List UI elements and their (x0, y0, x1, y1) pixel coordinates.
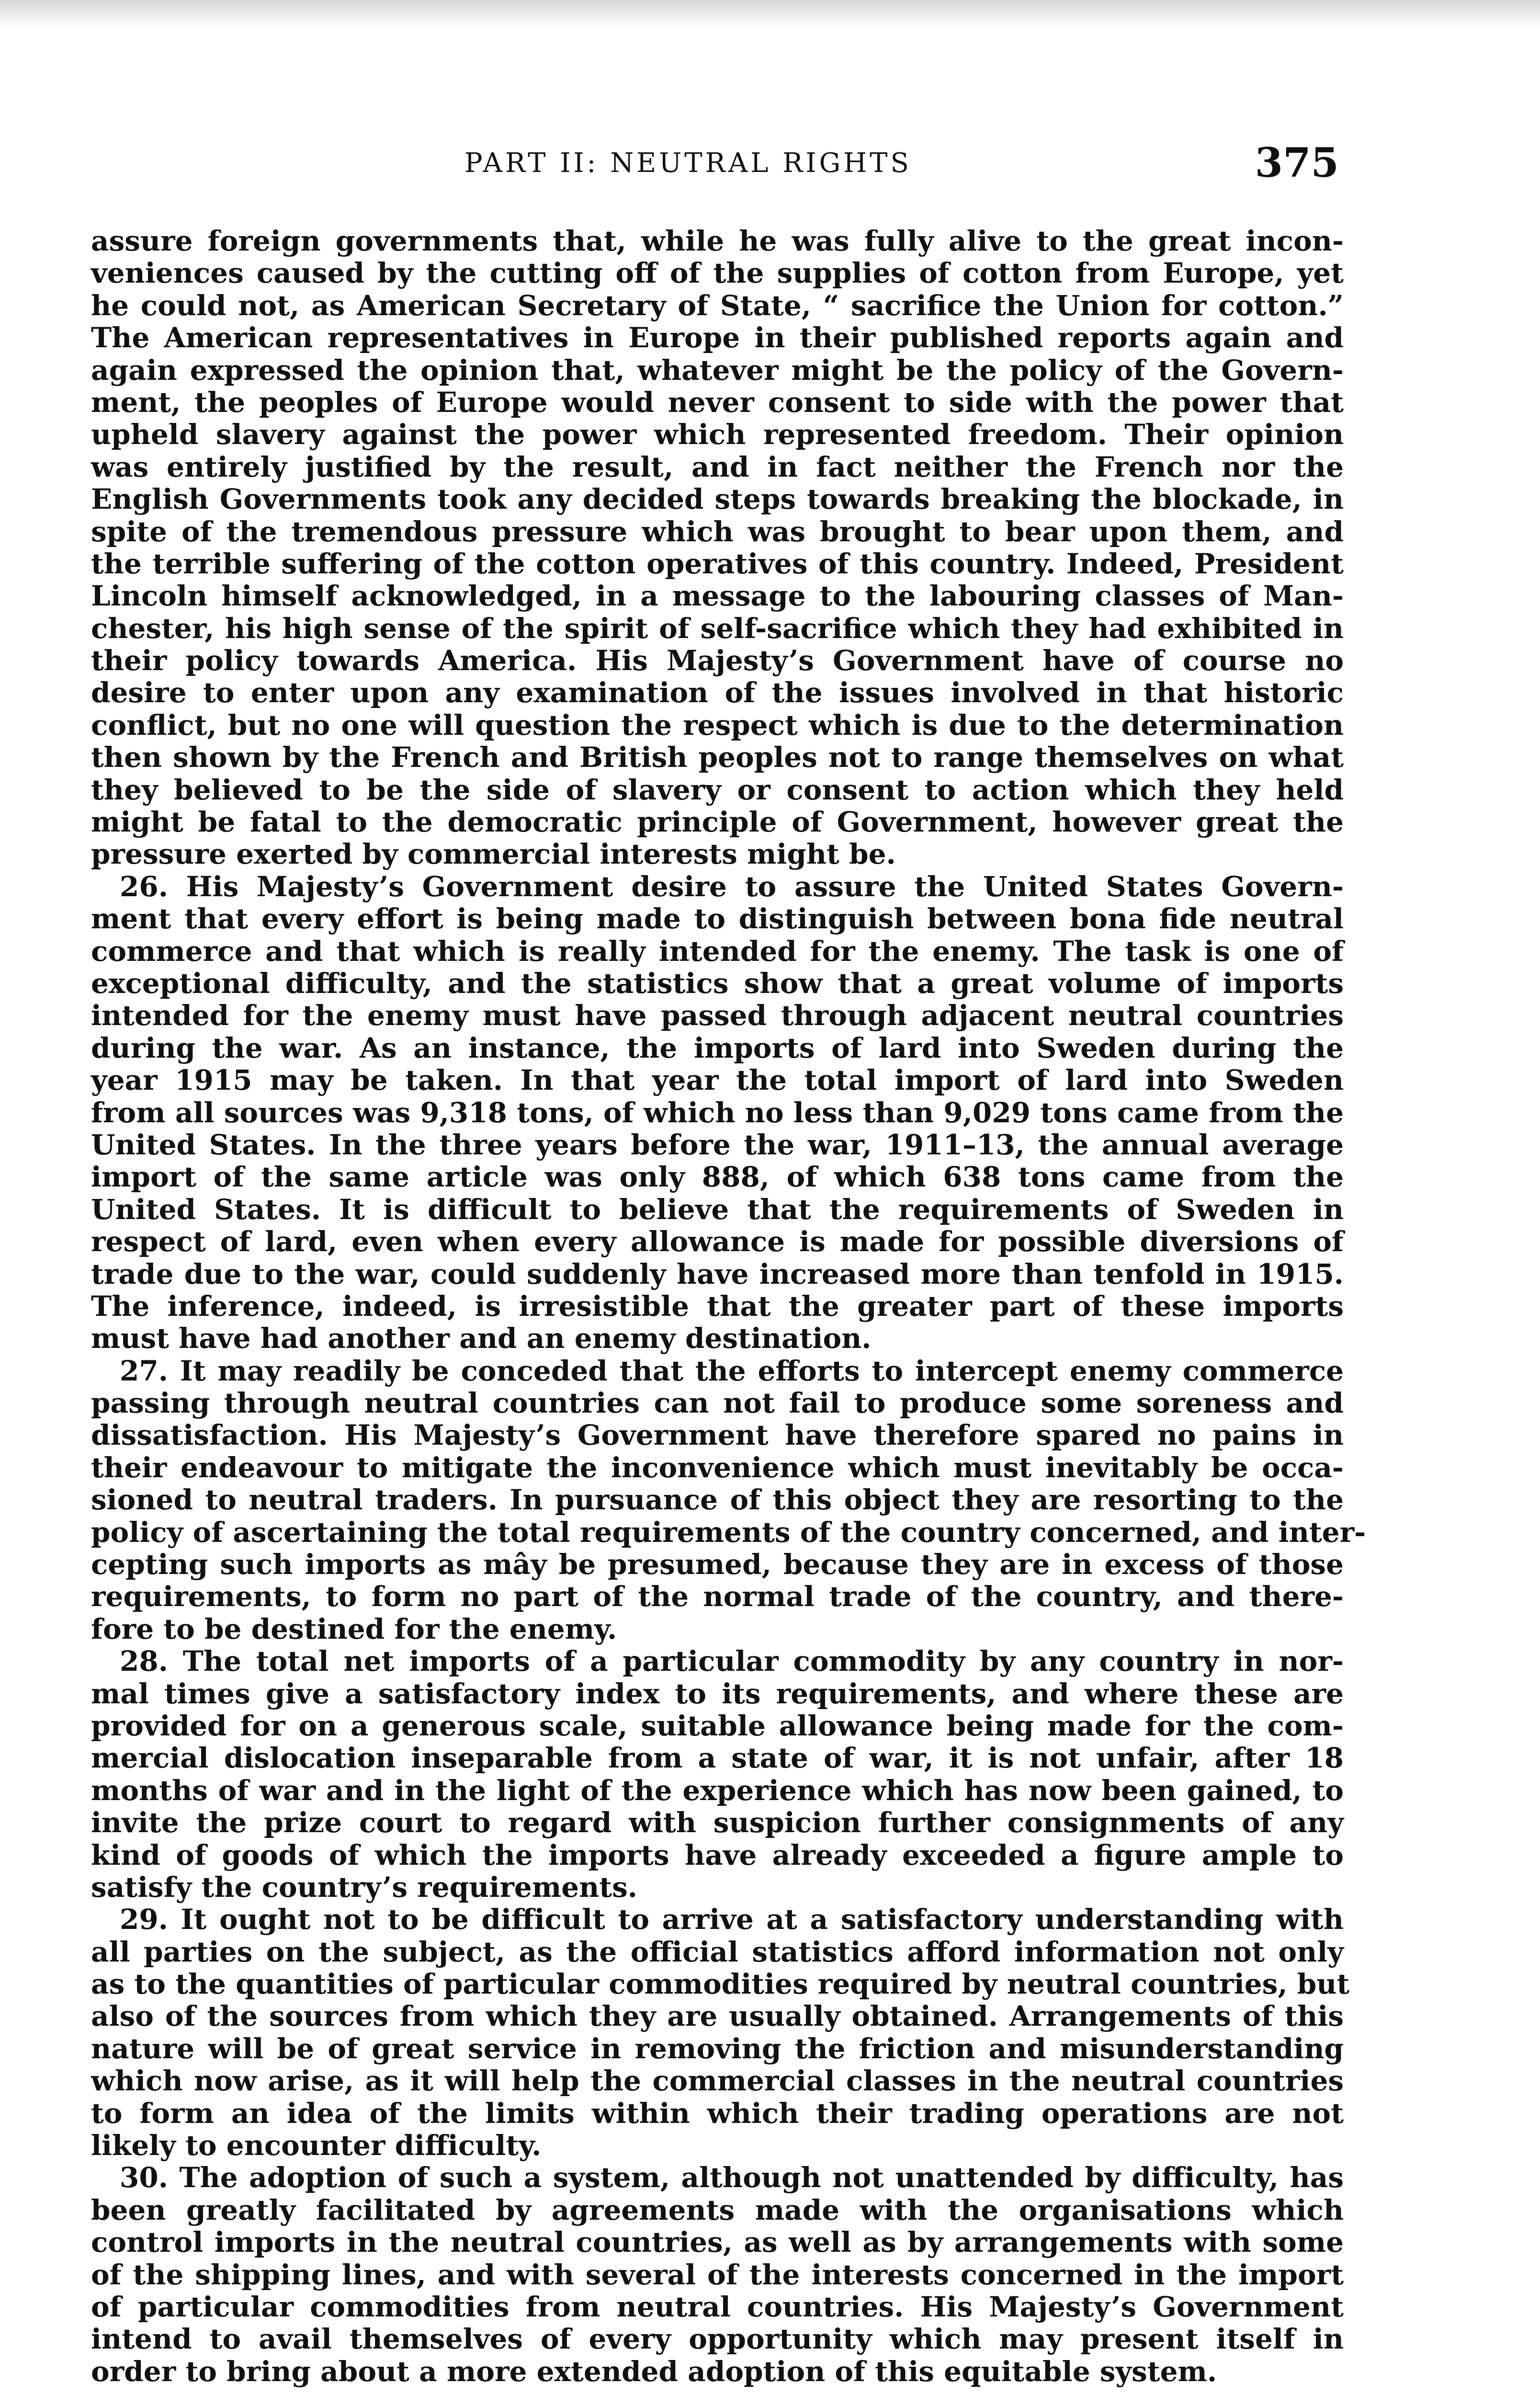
text-line: during the war. As an instance, the imports of lard into Sweden during the (91, 1031, 1344, 1064)
text-line: dissatisfaction. His Majesty’s Government have therefore spared no pains in (91, 1419, 1344, 1452)
text-line: order to bring about a more extended adoption of this equitable system. (91, 2355, 1217, 2388)
text-line: was entirely justified by the result, and in fact neither the French nor the (91, 450, 1344, 483)
text-line: which now arise, as it will help the commercial classes in the neutral countries (91, 2064, 1344, 2098)
text-line: as to the quantities of particular commodities required by neutral countries, but (91, 1968, 1350, 2001)
text-line: veniences caused by the cutting off of the supplies of cotton from Europe, yet (91, 257, 1344, 290)
text-line: trade due to the war, could suddenly have increased more than tenfold in 1915. (91, 1257, 1344, 1290)
text-line: 26. His Majesty’s Government desire to assure the United States Govern- (120, 870, 1344, 903)
text-line: requirements, to form no part of the normal trade of the country, and there- (91, 1580, 1344, 1613)
text-line: ment that every effort is being made to distinguish between bona fide neutral (91, 902, 1344, 935)
text-line: The American representatives in Europe in their published reports again and (91, 321, 1344, 354)
page-header (91, 139, 1344, 192)
text-line: intended for the enemy must have passed through adjacent neutral countries (91, 999, 1344, 1032)
text-line: must have had another and an enemy destination. (91, 1322, 872, 1355)
text-line: satisfy the country’s requirements. (91, 1870, 637, 1904)
text-line: chester, his high sense of the spirit of self-sacrifice which they had exhibited in (91, 612, 1344, 645)
text-line: commerce and that which is really intended for the enemy. The task is one of (91, 935, 1344, 968)
text-line: again expressed the opinion that, whatever might be the policy of the Govern- (91, 354, 1344, 387)
text-line: United States. It is difficult to believe that the requirements of Sweden in (91, 1193, 1344, 1226)
text-line: The inference, indeed, is irresistible that the greater part of these imports (91, 1289, 1344, 1323)
text-line: exceptional difficulty, and the statistics show that a great volume of imports (91, 967, 1344, 1000)
text-line: English Governments took any decided steps towards breaking the blockade, in (91, 483, 1344, 516)
text-line: Lincoln himself acknowledged, in a message to the labouring classes of Man- (91, 580, 1344, 613)
text-line: policy of ascertaining the total requirements of the country concerned, and inter- (91, 1516, 1366, 1549)
text-line: also of the sources from which they are usually obtained. Arrangements of this (91, 2000, 1344, 2033)
text-line: all parties on the subject, as the official statistics afford information not only (91, 1935, 1344, 1968)
text-line: their policy towards America. His Majesty’s Government have of course no (91, 644, 1344, 677)
text-line: to form an idea of the limits within which their trading operations are not (91, 2097, 1344, 2130)
text-line: likely to encounter difficulty. (91, 2129, 542, 2162)
text-line: assure foreign governments that, while he was fully alive to the great incon- (91, 225, 1344, 257)
text-line: their endeavour to mitigate the inconvenience which must inevitably be occa- (91, 1451, 1344, 1484)
running-head: PART II: NEUTRAL RIGHTS (464, 148, 912, 179)
text-line: they believed to be the side of slavery or consent to action which they held (91, 773, 1344, 806)
text-line: provided for on a generous scale, suitable allowance being made for the com- (91, 1709, 1344, 1742)
text-line: nature will be of great service in removing the friction and misunderstanding (91, 2032, 1344, 2065)
text-line: 28. The total net imports of a particular commodity by any country in nor- (120, 1645, 1344, 1678)
text-line: year 1915 may be taken. In that year the total import of lard into Sweden (91, 1064, 1344, 1097)
text-line: fore to be destined for the enemy. (91, 1612, 617, 1645)
text-line: 27. It may readily be conceded that the efforts to intercept enemy commerce (120, 1354, 1344, 1387)
text-line: passing through neutral countries can not fail to produce some soreness and (91, 1387, 1344, 1420)
text-line: United States. In the three years before the war, 1911–13, the annual average (91, 1128, 1344, 1161)
text-line: import of the same article was only 888, of which 638 tons came from the (91, 1161, 1344, 1194)
text-line: then shown by the French and British peoples not to range themselves on what (91, 741, 1344, 774)
text-line: mal times give a satisfactory index to its requirements, and where these are (91, 1677, 1344, 1710)
text-line: might be fatal to the democratic principle of Government, however great the (91, 806, 1344, 839)
text-line: he could not, as American Secretary of State, “ sacrifice the Union for cotton.” (91, 289, 1344, 322)
text-line: been greatly facilitated by agreements made with the organisations which (91, 2193, 1344, 2226)
page-top-edge (0, 0, 1540, 29)
text-line: invite the prize court to regard with suspicion further consignments of any (91, 1806, 1344, 1839)
text-line: control imports in the neutral countries, as well as by arrangements with some (91, 2226, 1344, 2259)
text-line: 30. The adoption of such a system, although not unattended by difficulty, has (120, 2161, 1344, 2194)
body-text (91, 225, 1366, 2388)
text-line: desire to enter upon any examination of the issues involved in that historic (91, 676, 1344, 709)
text-line: mercial dislocation inseparable from a state of war, it is not unfair, after 18 (91, 1742, 1344, 1775)
text-line: the terrible suffering of the cotton operatives of this country. Indeed, President (91, 547, 1344, 580)
text-line: conflict, but no one will question the respect which is due to the determination (91, 708, 1344, 741)
text-line: months of war and in the light of the experience which has now been gained, to (91, 1774, 1344, 1807)
text-line: kind of goods of which the imports have already exceeded a figure ample to (91, 1838, 1344, 1871)
text-line: cepting such imports as mây be presumed, because they are in excess of those (91, 1548, 1344, 1581)
text-line: of the shipping lines, and with several of the interests concerned in the import (91, 2258, 1344, 2291)
text-line: from all sources was 9,318 tons, of which no less than 9,029 tons came from the (91, 1096, 1344, 1129)
text-line: 29. It ought not to be difficult to arrive at a satisfactory understanding with (120, 1903, 1344, 1936)
text-line: ment, the peoples of Europe would never consent to side with the power that (91, 386, 1344, 419)
text-line: respect of lard, even when every allowance is made for possible diversions of (91, 1225, 1344, 1258)
text-line: sioned to neutral traders. In pursuance of this object they are resorting to the (91, 1483, 1344, 1517)
page-number: 375 (1255, 139, 1339, 186)
text-line: intend to avail themselves of every opportunity which may present itself in (91, 2323, 1344, 2356)
text-line: of particular commodities from neutral countries. His Majesty’s Government (91, 2291, 1344, 2323)
text-line: spite of the tremendous pressure which was brought to bear upon them, and (91, 515, 1344, 548)
text-line: pressure exerted by commercial interests might be. (91, 838, 896, 871)
text-line: upheld slavery against the power which represented freedom. Their opinion (91, 418, 1344, 451)
